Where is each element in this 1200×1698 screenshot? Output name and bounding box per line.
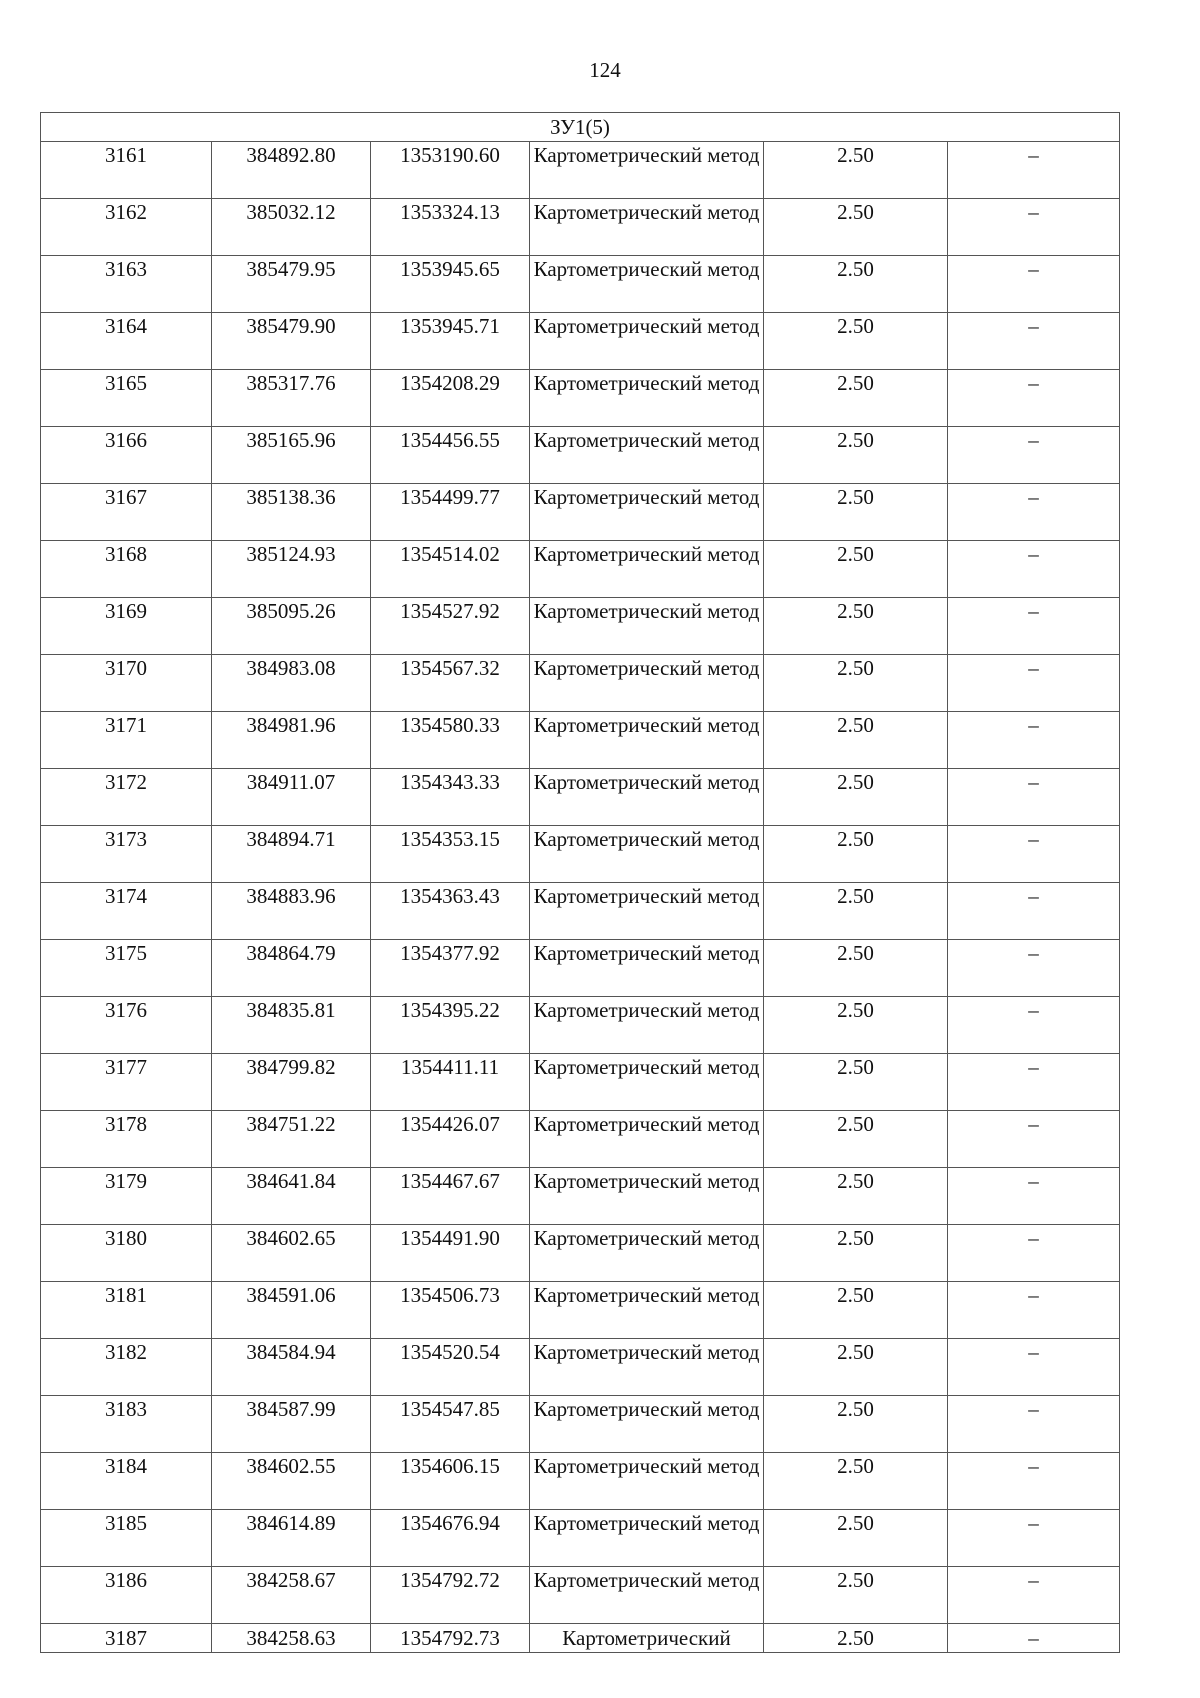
note-cell: – bbox=[948, 1624, 1120, 1653]
table-row bbox=[41, 997, 1120, 1054]
point-id-cell: 3171 bbox=[41, 712, 212, 769]
point-id-cell: 3169 bbox=[41, 598, 212, 655]
x-coordinate-cell: 384641.84 bbox=[212, 1168, 371, 1225]
y-coordinate-cell: 1354547.85 bbox=[371, 1396, 530, 1453]
y-coordinate-cell: 1354580.33 bbox=[371, 712, 530, 769]
point-id-cell: 3161 bbox=[41, 142, 212, 199]
method-cell: Картометрический метод bbox=[530, 1054, 764, 1111]
point-id-cell: 3181 bbox=[41, 1282, 212, 1339]
method-cell: Картометрический метод bbox=[530, 1567, 764, 1624]
method-cell: Картометрический метод bbox=[530, 1510, 764, 1567]
x-coordinate-cell: 384751.22 bbox=[212, 1111, 371, 1168]
y-coordinate-cell: 1353945.65 bbox=[371, 256, 530, 313]
note-cell: – bbox=[948, 826, 1120, 883]
accuracy-cell: 2.50 bbox=[764, 256, 948, 313]
method-cell: Картометрический метод bbox=[530, 1339, 764, 1396]
y-coordinate-cell: 1354792.72 bbox=[371, 1567, 530, 1624]
accuracy-cell: 2.50 bbox=[764, 655, 948, 712]
point-id-cell: 3174 bbox=[41, 883, 212, 940]
x-coordinate-cell: 384894.71 bbox=[212, 826, 371, 883]
note-cell: – bbox=[948, 1510, 1120, 1567]
note-cell: – bbox=[948, 940, 1120, 997]
point-id-cell: 3165 bbox=[41, 370, 212, 427]
table-row bbox=[41, 484, 1120, 541]
x-coordinate-cell: 385165.96 bbox=[212, 427, 371, 484]
table-row bbox=[41, 1111, 1120, 1168]
accuracy-cell: 2.50 bbox=[764, 940, 948, 997]
table-row bbox=[41, 598, 1120, 655]
accuracy-cell: 2.50 bbox=[764, 1510, 948, 1567]
table-row bbox=[41, 1453, 1120, 1510]
note-cell: – bbox=[948, 142, 1120, 199]
x-coordinate-cell: 384892.80 bbox=[212, 142, 371, 199]
accuracy-cell: 2.50 bbox=[764, 712, 948, 769]
point-id-cell: 3186 bbox=[41, 1567, 212, 1624]
note-cell: – bbox=[948, 313, 1120, 370]
x-coordinate-cell: 385095.26 bbox=[212, 598, 371, 655]
point-id-cell: 3179 bbox=[41, 1168, 212, 1225]
note-cell: – bbox=[948, 1168, 1120, 1225]
y-coordinate-cell: 1353324.13 bbox=[371, 199, 530, 256]
table-row bbox=[41, 1168, 1120, 1225]
x-coordinate-cell: 385124.93 bbox=[212, 541, 371, 598]
table-row bbox=[41, 769, 1120, 826]
y-coordinate-cell: 1354520.54 bbox=[371, 1339, 530, 1396]
point-id-cell: 3173 bbox=[41, 826, 212, 883]
method-cell: Картометрический метод bbox=[530, 541, 764, 598]
point-id-cell: 3172 bbox=[41, 769, 212, 826]
method-cell: Картометрический метод bbox=[530, 256, 764, 313]
method-cell: Картометрический метод bbox=[530, 142, 764, 199]
note-cell: – bbox=[948, 427, 1120, 484]
note-cell: – bbox=[948, 655, 1120, 712]
x-coordinate-cell: 385479.90 bbox=[212, 313, 371, 370]
method-cell: Картометрический метод bbox=[530, 1282, 764, 1339]
note-cell: – bbox=[948, 199, 1120, 256]
point-id-cell: 3184 bbox=[41, 1453, 212, 1510]
y-coordinate-cell: 1354456.55 bbox=[371, 427, 530, 484]
point-id-cell: 3166 bbox=[41, 427, 212, 484]
accuracy-cell: 2.50 bbox=[764, 427, 948, 484]
point-id-cell: 3178 bbox=[41, 1111, 212, 1168]
x-coordinate-cell: 384584.94 bbox=[212, 1339, 371, 1396]
y-coordinate-cell: 1354411.11 bbox=[371, 1054, 530, 1111]
y-coordinate-cell: 1354208.29 bbox=[371, 370, 530, 427]
x-coordinate-cell: 384602.55 bbox=[212, 1453, 371, 1510]
point-id-cell: 3170 bbox=[41, 655, 212, 712]
x-coordinate-cell: 384864.79 bbox=[212, 940, 371, 997]
accuracy-cell: 2.50 bbox=[764, 1624, 948, 1653]
table-row bbox=[41, 541, 1120, 598]
point-id-cell: 3164 bbox=[41, 313, 212, 370]
method-cell: Картометрический метод bbox=[530, 940, 764, 997]
x-coordinate-cell: 385032.12 bbox=[212, 199, 371, 256]
method-cell: Картометрический метод bbox=[530, 484, 764, 541]
accuracy-cell: 2.50 bbox=[764, 1567, 948, 1624]
method-cell: Картометрический метод bbox=[530, 1453, 764, 1510]
table-row bbox=[41, 1225, 1120, 1282]
note-cell: – bbox=[948, 1339, 1120, 1396]
accuracy-cell: 2.50 bbox=[764, 1168, 948, 1225]
table-row bbox=[41, 940, 1120, 997]
method-cell: Картометрический метод bbox=[530, 655, 764, 712]
note-cell: – bbox=[948, 1453, 1120, 1510]
y-coordinate-cell: 1354676.94 bbox=[371, 1510, 530, 1567]
note-cell: – bbox=[948, 541, 1120, 598]
accuracy-cell: 2.50 bbox=[764, 1396, 948, 1453]
point-id-cell: 3168 bbox=[41, 541, 212, 598]
point-id-cell: 3185 bbox=[41, 1510, 212, 1567]
note-cell: – bbox=[948, 1396, 1120, 1453]
x-coordinate-cell: 384602.65 bbox=[212, 1225, 371, 1282]
method-cell: Картометрический метод bbox=[530, 1111, 764, 1168]
x-coordinate-cell: 384883.96 bbox=[212, 883, 371, 940]
y-coordinate-cell: 1354491.90 bbox=[371, 1225, 530, 1282]
x-coordinate-cell: 384258.67 bbox=[212, 1567, 371, 1624]
method-cell: Картометрический метод bbox=[530, 313, 764, 370]
note-cell: – bbox=[948, 370, 1120, 427]
note-cell: – bbox=[948, 712, 1120, 769]
table-row bbox=[41, 712, 1120, 769]
y-coordinate-cell: 1353190.60 bbox=[371, 142, 530, 199]
x-coordinate-cell: 384591.06 bbox=[212, 1282, 371, 1339]
x-coordinate-cell: 385479.95 bbox=[212, 256, 371, 313]
method-cell: Картометрический метод bbox=[530, 1168, 764, 1225]
point-id-cell: 3162 bbox=[41, 199, 212, 256]
accuracy-cell: 2.50 bbox=[764, 997, 948, 1054]
y-coordinate-cell: 1354606.15 bbox=[371, 1453, 530, 1510]
method-cell: Картометрический метод bbox=[530, 997, 764, 1054]
table-row bbox=[41, 883, 1120, 940]
accuracy-cell: 2.50 bbox=[764, 883, 948, 940]
y-coordinate-cell: 1354353.15 bbox=[371, 826, 530, 883]
table-row bbox=[41, 655, 1120, 712]
point-id-cell: 3176 bbox=[41, 997, 212, 1054]
accuracy-cell: 2.50 bbox=[764, 1111, 948, 1168]
table-row bbox=[41, 1396, 1120, 1453]
y-coordinate-cell: 1354514.02 bbox=[371, 541, 530, 598]
point-id-cell: 3175 bbox=[41, 940, 212, 997]
method-cell: Картометрический метод bbox=[530, 1396, 764, 1453]
table-row bbox=[41, 1624, 1120, 1653]
accuracy-cell: 2.50 bbox=[764, 142, 948, 199]
note-cell: – bbox=[948, 1567, 1120, 1624]
table-row bbox=[41, 313, 1120, 370]
table-row bbox=[41, 1054, 1120, 1111]
note-cell: – bbox=[948, 1054, 1120, 1111]
note-cell: – bbox=[948, 1111, 1120, 1168]
accuracy-cell: 2.50 bbox=[764, 769, 948, 826]
table-row bbox=[41, 142, 1120, 199]
x-coordinate-cell: 384614.89 bbox=[212, 1510, 371, 1567]
table-row bbox=[41, 1567, 1120, 1624]
method-cell: Картометрический метод bbox=[530, 598, 764, 655]
method-cell: Картометрический метод bbox=[530, 199, 764, 256]
table-row bbox=[41, 256, 1120, 313]
coordinates-table bbox=[40, 112, 1120, 1653]
method-cell: Картометрический метод bbox=[530, 769, 764, 826]
page-number: 124 bbox=[589, 58, 621, 82]
y-coordinate-cell: 1354499.77 bbox=[371, 484, 530, 541]
section-header-row bbox=[41, 113, 1120, 142]
x-coordinate-cell: 384981.96 bbox=[212, 712, 371, 769]
y-coordinate-cell: 1354363.43 bbox=[371, 883, 530, 940]
table-row bbox=[41, 1282, 1120, 1339]
table-row bbox=[41, 370, 1120, 427]
y-coordinate-cell: 1354467.67 bbox=[371, 1168, 530, 1225]
accuracy-cell: 2.50 bbox=[764, 826, 948, 883]
note-cell: – bbox=[948, 598, 1120, 655]
accuracy-cell: 2.50 bbox=[764, 1339, 948, 1396]
accuracy-cell: 2.50 bbox=[764, 370, 948, 427]
y-coordinate-cell: 1354377.92 bbox=[371, 940, 530, 997]
table-row bbox=[41, 427, 1120, 484]
accuracy-cell: 2.50 bbox=[764, 484, 948, 541]
y-coordinate-cell: 1354426.07 bbox=[371, 1111, 530, 1168]
point-id-cell: 3177 bbox=[41, 1054, 212, 1111]
table-row bbox=[41, 1510, 1120, 1567]
point-id-cell: 3180 bbox=[41, 1225, 212, 1282]
accuracy-cell: 2.50 bbox=[764, 1453, 948, 1510]
table-row bbox=[41, 826, 1120, 883]
method-cell: Картометрический метод bbox=[530, 427, 764, 484]
accuracy-cell: 2.50 bbox=[764, 598, 948, 655]
method-cell: Картометрический метод bbox=[530, 370, 764, 427]
accuracy-cell: 2.50 bbox=[764, 313, 948, 370]
method-cell: Картометрический метод bbox=[530, 883, 764, 940]
y-coordinate-cell: 1354506.73 bbox=[371, 1282, 530, 1339]
method-cell: Картометрический bbox=[530, 1624, 764, 1653]
note-cell: – bbox=[948, 997, 1120, 1054]
point-id-cell: 3182 bbox=[41, 1339, 212, 1396]
y-coordinate-cell: 1354527.92 bbox=[371, 598, 530, 655]
accuracy-cell: 2.50 bbox=[764, 1282, 948, 1339]
y-coordinate-cell: 1353945.71 bbox=[371, 313, 530, 370]
section-title: ЗУ1(5) bbox=[41, 113, 1120, 142]
x-coordinate-cell: 385317.76 bbox=[212, 370, 371, 427]
accuracy-cell: 2.50 bbox=[764, 1225, 948, 1282]
y-coordinate-cell: 1354395.22 bbox=[371, 997, 530, 1054]
note-cell: – bbox=[948, 769, 1120, 826]
note-cell: – bbox=[948, 484, 1120, 541]
point-id-cell: 3163 bbox=[41, 256, 212, 313]
x-coordinate-cell: 384835.81 bbox=[212, 997, 371, 1054]
note-cell: – bbox=[948, 256, 1120, 313]
accuracy-cell: 2.50 bbox=[764, 1054, 948, 1111]
method-cell: Картометрический метод bbox=[530, 826, 764, 883]
point-id-cell: 3187 bbox=[41, 1624, 212, 1653]
x-coordinate-cell: 384587.99 bbox=[212, 1396, 371, 1453]
y-coordinate-cell: 1354792.73 bbox=[371, 1624, 530, 1653]
x-coordinate-cell: 385138.36 bbox=[212, 484, 371, 541]
accuracy-cell: 2.50 bbox=[764, 541, 948, 598]
method-cell: Картометрический метод bbox=[530, 712, 764, 769]
accuracy-cell: 2.50 bbox=[764, 199, 948, 256]
note-cell: – bbox=[948, 883, 1120, 940]
point-id-cell: 3183 bbox=[41, 1396, 212, 1453]
x-coordinate-cell: 384799.82 bbox=[212, 1054, 371, 1111]
x-coordinate-cell: 384983.08 bbox=[212, 655, 371, 712]
y-coordinate-cell: 1354567.32 bbox=[371, 655, 530, 712]
x-coordinate-cell: 384911.07 bbox=[212, 769, 371, 826]
point-id-cell: 3167 bbox=[41, 484, 212, 541]
note-cell: – bbox=[948, 1225, 1120, 1282]
method-cell: Картометрический метод bbox=[530, 1225, 764, 1282]
note-cell: – bbox=[948, 1282, 1120, 1339]
y-coordinate-cell: 1354343.33 bbox=[371, 769, 530, 826]
table-row bbox=[41, 199, 1120, 256]
x-coordinate-cell: 384258.63 bbox=[212, 1624, 371, 1653]
table-row bbox=[41, 1339, 1120, 1396]
